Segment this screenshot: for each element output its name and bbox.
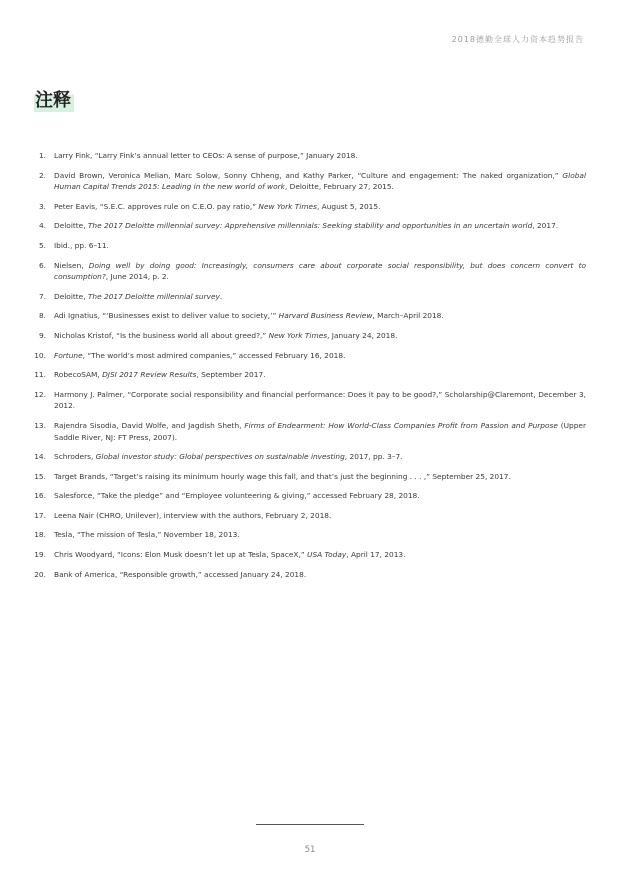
note-item	[34, 510, 586, 522]
note-text: Larry Fink, “Larry Fink’s annual letter to CEOs: A sense of purpose,” January 2018.	[54, 151, 358, 160]
note-italic-text: DJSI 2017 Review Results	[102, 370, 197, 380]
footer-divider	[256, 824, 364, 825]
note-item	[34, 420, 586, 443]
note-text: , 2017.	[532, 221, 559, 231]
note-text: , 2017, pp. 3–7.	[344, 452, 403, 462]
note-text: Nielsen,	[54, 260, 89, 270]
note-item	[34, 471, 586, 483]
note-text: RobecoSAM,	[54, 370, 103, 380]
note-italic-text: Firms of Endearment: How World-Class Companies Profit from Passion and Purpose	[244, 420, 558, 430]
note-item	[34, 549, 586, 561]
note-text: , August 5, 2015.	[316, 201, 381, 211]
note-number: 19.	[34, 550, 46, 560]
note-number: 1.	[38, 151, 46, 160]
note-text: , “The world’s most admired companies,” accessed February 16, 2018.	[82, 350, 346, 360]
note-number: 12.	[34, 389, 46, 399]
note-text: Leena Nair (CHRO, Unilever), interview with the authors, February 2, 2018.	[54, 510, 332, 520]
note-number: 14.	[34, 452, 46, 462]
note-item	[34, 389, 586, 412]
note-item	[34, 240, 586, 252]
note-item	[34, 369, 586, 381]
note-item	[34, 350, 586, 362]
note-text: Rajendra Sisodia, David Wolfe, and Jagdish Sheth,	[54, 420, 245, 430]
note-number: 18.	[34, 530, 46, 540]
note-text: .	[219, 291, 223, 301]
note-text: David Brown, Veronica Melian, Marc Solow, Sonny Chheng, and Kathy Parker, “Culture and engagement: The naked organization,”	[54, 170, 563, 180]
note-item	[34, 150, 586, 162]
note-text: Deloitte,	[54, 291, 88, 301]
notes-list	[34, 150, 586, 588]
note-text: Schroders,	[54, 452, 96, 462]
note-number: 11.	[34, 370, 46, 380]
note-number: 3.	[38, 201, 46, 211]
note-text: Target Brands, “Target’s raising its minimum hourly wage this fall, and that’s just the beginning . . . ,” September 25, 2017.	[54, 471, 511, 481]
note-item	[34, 291, 586, 303]
note-italic-text: Fortune	[54, 350, 83, 360]
note-item	[34, 569, 586, 581]
note-number: 20.	[34, 569, 46, 579]
note-item	[34, 260, 586, 283]
note-item	[34, 310, 586, 322]
note-number: 4.	[38, 221, 46, 231]
note-item	[34, 170, 586, 193]
note-number: 7.	[38, 291, 46, 301]
note-text: , January 24, 2018.	[327, 330, 398, 340]
note-item	[34, 201, 586, 213]
note-text: (Upper Saddle River, NJ: FT Press, 2007).	[54, 420, 586, 442]
note-number: 10.	[34, 350, 46, 360]
note-item	[34, 220, 586, 232]
note-number: 17.	[34, 510, 46, 520]
note-italic-text: New York Times	[258, 201, 317, 211]
section-title: 注释	[34, 90, 74, 112]
note-number: 15.	[34, 471, 46, 481]
note-text: Salesforce, “Take the pledge” and “Employee volunteering & giving,” accessed February 28, 2018.	[54, 491, 420, 501]
note-text: Nicholas Kristof, “Is the business world all about greed?,”	[54, 330, 269, 340]
note-text: , April 17, 2013.	[346, 550, 406, 560]
note-italic-text: USA Today	[307, 550, 347, 560]
note-item	[34, 529, 586, 541]
note-number: 6.	[38, 260, 46, 270]
note-text: Peter Eavis, “S.E.C. approves rule on C.E.O. pay ratio,”	[54, 201, 259, 211]
note-number: 2.	[38, 170, 46, 180]
note-number: 9.	[38, 330, 46, 340]
note-text: Harmony J. Palmer, “Corporate social responsibility and financial performance: Does it pay to be good?,” Scholarship@Claremont, December 3, 2012.	[54, 389, 586, 411]
note-italic-text: Harvard Business Review	[278, 311, 373, 321]
note-text: Adi Ignatius, “‘Businesses exist to deliver value to society,’”	[54, 311, 279, 321]
note-text: Deloitte,	[54, 221, 88, 231]
report-header: 2018德勤全球人力资本趋势报告	[451, 35, 584, 44]
note-italic-text: Global investor study: Global perspectives on sustainable investing	[95, 452, 345, 462]
note-text: Ibid., pp. 6–11.	[54, 240, 109, 250]
note-text: , September 2017.	[196, 370, 266, 380]
note-italic-text: The 2017 Deloitte millennial survey	[87, 291, 220, 301]
note-italic-text: New York Times	[268, 330, 328, 340]
note-text: , Deloitte, February 27, 2015.	[284, 182, 394, 192]
note-italic-text: The 2017 Deloitte millennial survey: Apprehensive millennials: Seeking stability and opportunities in an uncertain world	[87, 221, 533, 231]
note-item	[34, 490, 586, 502]
note-italic-text: Doing well by doing good: Increasingly, consumers care about corporate social responsibility, but does concern convert to consumption?	[54, 260, 586, 282]
section-title-wrap	[34, 90, 74, 112]
note-number: 5.	[38, 240, 46, 250]
note-text: Tesla, “The mission of Tesla,” November 18, 2013.	[54, 530, 240, 540]
note-text: Chris Woodyard, “Icons: Elon Musk doesn’t let up at Tesla, SpaceX,”	[54, 550, 308, 560]
note-number: 16.	[34, 491, 46, 501]
note-number: 8.	[38, 311, 46, 321]
note-text: , March–April 2018.	[372, 311, 444, 321]
note-item	[34, 451, 586, 463]
note-italic-text: Global Human Capital Trends 2015: Leading in the new world of work	[54, 170, 586, 192]
note-number: 13.	[34, 420, 46, 430]
note-text: , June 2014, p. 2.	[105, 272, 169, 282]
page-number: 51	[304, 845, 316, 855]
note-item	[34, 330, 586, 342]
note-text: Bank of America, “Responsible growth,” accessed January 24, 2018.	[54, 569, 307, 579]
